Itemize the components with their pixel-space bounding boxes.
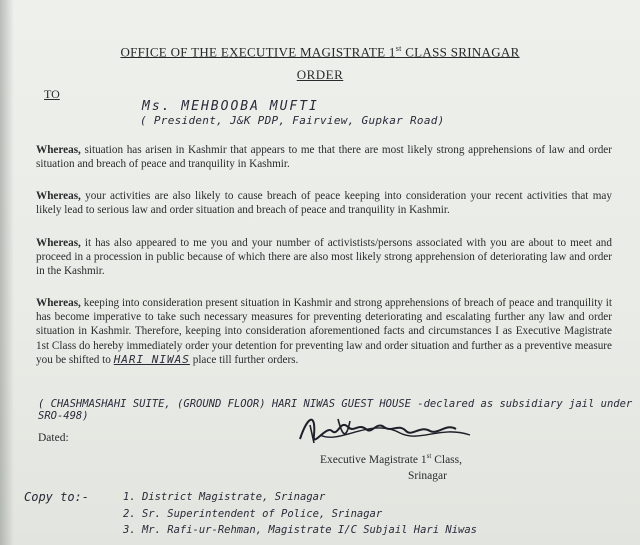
copy-to-item: 3. Mr. Rafi-ur-Rehman, Magistrate I/C Subjail Hari Niwas: [123, 524, 478, 536]
paragraph-1: Whereas, situation has arisen in Kashmir that appears to me that there are most likely strong apprehensions of law and order situation and breach of peace and tranquility in Kashmir.: [36, 144, 612, 171]
copy-to-item: 1. District Magistrate, Srinagar: [123, 491, 326, 503]
addressee-name: Ms. MEHBOOBA MUFTI: [142, 99, 319, 114]
to-label: TO: [44, 87, 60, 101]
paragraph-3: Whereas, it has also appeared to me you and your number of activistists/persons associated with you are about to meet and proceed in a procession in public because of which there are also most likely strong apprehension of deteriorating law and order in the Kashmir.: [36, 237, 612, 278]
copy-to-label: Copy to:-: [24, 490, 90, 504]
paragraph-2: Whereas, your activities are also likely to cause breach of peace keeping into consideration your recent activities that may likely lead to serious law and order situation and breach of peace and tranquility in Kashmir.: [36, 190, 612, 217]
detention-place-fill: HARI NIWAS: [113, 352, 190, 366]
detention-place-note: ( CHASHMASHAHI SUITE, (GROUND FLOOR) HARI NIWAS GUEST HOUSE -declared as subsidiary jail under SRO-498): [38, 398, 633, 422]
dated-label: Dated:: [38, 432, 69, 444]
signatory-title: Executive Magistrate 1st Class,: [320, 452, 462, 466]
signatory-city: Srinagar: [408, 470, 447, 482]
order-title: ORDER: [296, 67, 344, 82]
signature-scribble: [280, 405, 500, 453]
office-heading: OFFICE OF THE EXECUTIVE MAGISTRATE 1st CLASS SRINAGAR: [120, 44, 520, 60]
paragraph-4: Whereas, keeping into consideration present situation in Kashmir and strong apprehensions of breach of peace and tranquility it has become imperative to take such necessary measures for preventing deteriorating and escalating further any law and order situation in Kashmir. Therefore, keeping into consideration aforementioned facts and circumstances I as Executive Magistrate 1st Class do hereby immediately order your detention for preventing law and order situation and further as a preventive measure you be shifted to HARI NIWAS place till further orders.: [36, 297, 612, 366]
addressee-detail: ( President, J&K PDP, Fairview, Gupkar Road): [140, 114, 445, 127]
copy-to-item: 2. Sr. Superintendent of Police, Srinagar: [123, 508, 383, 520]
